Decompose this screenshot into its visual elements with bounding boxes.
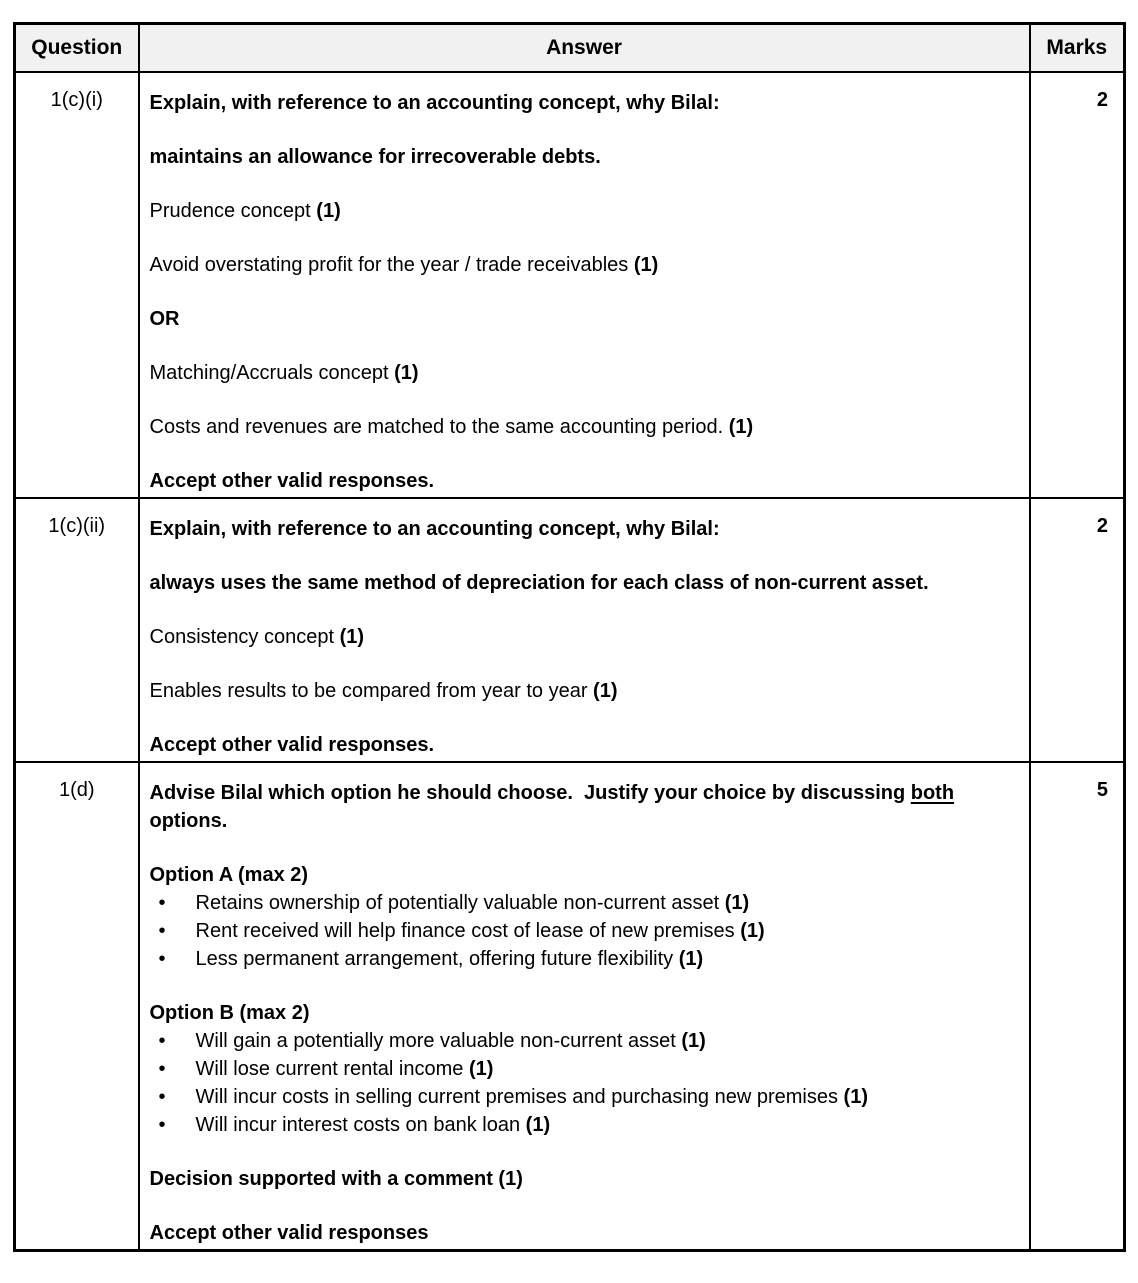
text-segment: Will incur interest costs on bank loan [195,1114,526,1136]
text-segment: (1) [681,1030,706,1052]
header-marks: Marks [1030,24,1125,73]
answer-paragraph [150,861,1017,889]
text-segment: Accept other valid responses. [149,734,435,756]
text-segment: Rent received will help finance cost of lease of new premises [195,920,741,942]
bullet-list [150,1027,1017,1139]
answer-cell [139,72,1030,498]
bullet-icon: • [158,892,166,914]
bullet-item [150,945,1017,973]
text-segment: both [910,782,955,804]
table-row [15,498,1125,762]
text-segment: Retains ownership of potentially valuable non-current asset [195,892,725,914]
text-segment: Prudence concept [149,200,317,222]
text-segment: Costs and revenues are matched to the same accounting period. [149,416,729,438]
text-segment: (1) [593,680,618,702]
text-segment: (1) [633,254,659,276]
text-segment: always uses the same method of depreciation for each class of non-current asset. [149,572,929,594]
text-segment: Avoid overstating profit for the year / trade receivables [149,254,634,276]
text-segment: Explain, with reference to an accounting concept, why Bilal: [149,518,720,540]
text-segment: OR [149,308,180,330]
mark-scheme-table [13,22,1126,1252]
question-cell: 1(d) [15,762,139,1251]
text-segment: (1) [316,200,341,222]
marks-cell: 5 [1030,762,1125,1251]
answer-cell [139,762,1030,1251]
answer-cell [139,498,1030,762]
bullet-item [150,1027,1017,1055]
answer-paragraph [150,305,1017,333]
text-segment: (1) [724,892,750,914]
answer-paragraph [150,143,1017,171]
bullet-icon: • [158,1030,166,1052]
marks-cell: 2 [1030,498,1125,762]
bullet-icon: • [158,1114,166,1136]
answer-paragraph [150,731,1017,759]
text-segment: Will incur costs in selling current premises and purchasing new premises [195,1086,844,1108]
answer-paragraph [150,89,1017,117]
answer-paragraph [150,677,1017,705]
text-segment: Decision supported with a comment (1) [149,1168,523,1190]
text-segment: (1) [678,948,704,970]
text-segment: Consistency concept [149,626,340,648]
header-answer: Answer [139,24,1030,73]
table-row [15,72,1125,498]
answer-paragraph [150,569,1017,597]
header-question: Question [15,24,139,73]
text-segment: Advise Bilal which option he should choose. Justify your choice by discussing [149,782,911,804]
text-segment: Less permanent arrangement, offering future flexibility [195,948,679,970]
text-segment: Enables results to be compared from year to year [149,680,594,702]
text-segment: Will lose current rental income [195,1058,469,1080]
answer-paragraph [150,413,1017,441]
answer-paragraph [150,197,1017,225]
bullet-list [150,889,1017,973]
answer-paragraph [150,251,1017,279]
bullet-item [150,1055,1017,1083]
answer-paragraph [150,999,1017,1027]
text-segment: maintains an allowance for irrecoverable debts. [149,146,601,168]
text-segment: Accept other valid responses [149,1222,429,1244]
text-segment: options. [149,782,960,832]
answer-paragraph [150,623,1017,651]
text-segment: (1) [740,920,765,942]
text-segment: Will gain a potentially more valuable non-current asset [195,1030,682,1052]
text-segment: (1) [728,416,754,438]
text-segment: Accept other valid responses. [149,470,435,492]
table-body [15,72,1125,1251]
table-row [15,762,1125,1251]
text-segment: Option A (max 2) [149,864,309,886]
answer-paragraph [150,515,1017,543]
text-segment: (1) [339,626,365,648]
question-cell: 1(c)(ii) [15,498,139,762]
text-segment: (1) [525,1114,551,1136]
answer-paragraph [150,1165,1017,1193]
bullet-item [150,1111,1017,1139]
answer-paragraph [150,779,1017,835]
answer-paragraph [150,1219,1017,1247]
text-segment: (1) [843,1086,868,1108]
text-segment: Matching/Accruals concept [149,362,395,384]
text-segment: Explain, with reference to an accounting concept, why Bilal: [149,92,720,114]
bullet-item [150,917,1017,945]
text-segment: (1) [468,1058,494,1080]
marks-cell: 2 [1030,72,1125,498]
bullet-item [150,889,1017,917]
bullet-icon: • [158,948,166,970]
bullet-icon: • [158,1058,166,1080]
text-segment: Option B (max 2) [149,1002,310,1024]
text-segment: (1) [394,362,419,384]
question-cell: 1(c)(i) [15,72,139,498]
bullet-icon: • [158,1086,166,1108]
header-row [15,24,1125,73]
answer-paragraph [150,467,1017,495]
bullet-item [150,1083,1017,1111]
answer-paragraph [150,359,1017,387]
bullet-icon: • [158,920,166,942]
